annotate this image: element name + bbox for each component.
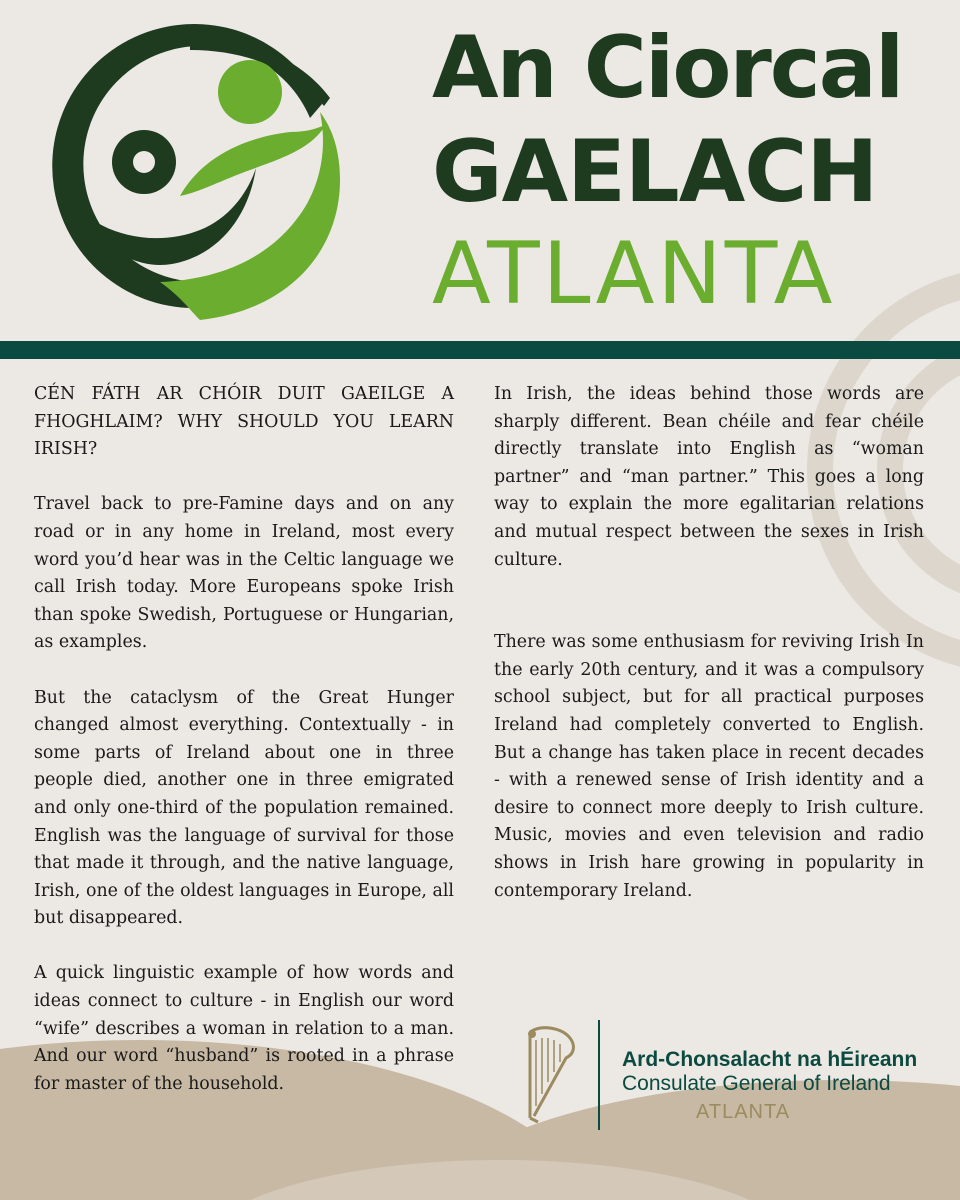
header: [0, 0, 960, 340]
article-paragraph: A quick linguistic example of how words and ideas connect to culture - in English our word “wife” describes a woman in relation to a man. And our word “husband” is rooted in a phrase for master of the household.: [34, 963, 454, 1094]
article-paragraph: But the cataclysm of the Great Hunger changed almost everything. Contextually - in some parts of Ireland about one in three people died, another one in three emigrated and only one-third of the population remained. English was the language of survival for those that made it through, and the native language, Irish, one of the oldest languages in Europe, all but disappeared.: [34, 687, 454, 929]
article-paragraph: In Irish, the ideas behind those words are sharply different. Bean chéile and fear chéile directly translate into English as “woman partner” and “man partner.” This goes a long way to explain the more egalitarian relations and mutual respect between the sexes in Irish culture.: [494, 384, 924, 570]
consulate-name-english: Consulate General of Ireland: [622, 1072, 891, 1095]
consulate-logo: [520, 1020, 940, 1132]
harp-icon: [522, 1022, 580, 1126]
consulate-city: ATLANTA: [696, 1101, 791, 1123]
article-column-left: [34, 381, 454, 1126]
divider-band: [0, 341, 960, 359]
article-paragraph: Travel back to pre-Famine days and on any road or in any home in Ireland, most every word you’d hear was in the Celtic language we call Irish today. More Europeans spoke Irish than spoke Swedish, Portuguese or Hungarian, as examples.: [34, 494, 454, 653]
circle-logo-icon: [40, 20, 360, 340]
article-heading: CÉN FÁTH AR CHÓIR DUIT GAEILGE A FHOGHLAIM? WHY SHOULD YOU LEARN IRISH?: [34, 384, 454, 460]
consulate-divider: [598, 1020, 600, 1130]
consulate-name-irish: Ard-Chonsalacht na hÉireann: [622, 1048, 918, 1071]
title-line-3: ATLANTA: [432, 224, 836, 324]
title-line-2: GAELACH: [432, 122, 878, 222]
title-line-1: An Ciorcal: [432, 18, 903, 118]
article-column-right: [494, 381, 924, 933]
article-paragraph: There was some enthusiasm for reviving Irish In the early 20th century, and it was a compulsory school subject, but for all practical purposes Ireland had completely converted to English. But a change has taken place in recent decades - with a renewed sense of Irish identity and a desire to connect more deeply to Irish culture. Music, movies and even television and radio shows in Irish hare growing in popularity in contemporary Ireland.: [494, 632, 924, 901]
